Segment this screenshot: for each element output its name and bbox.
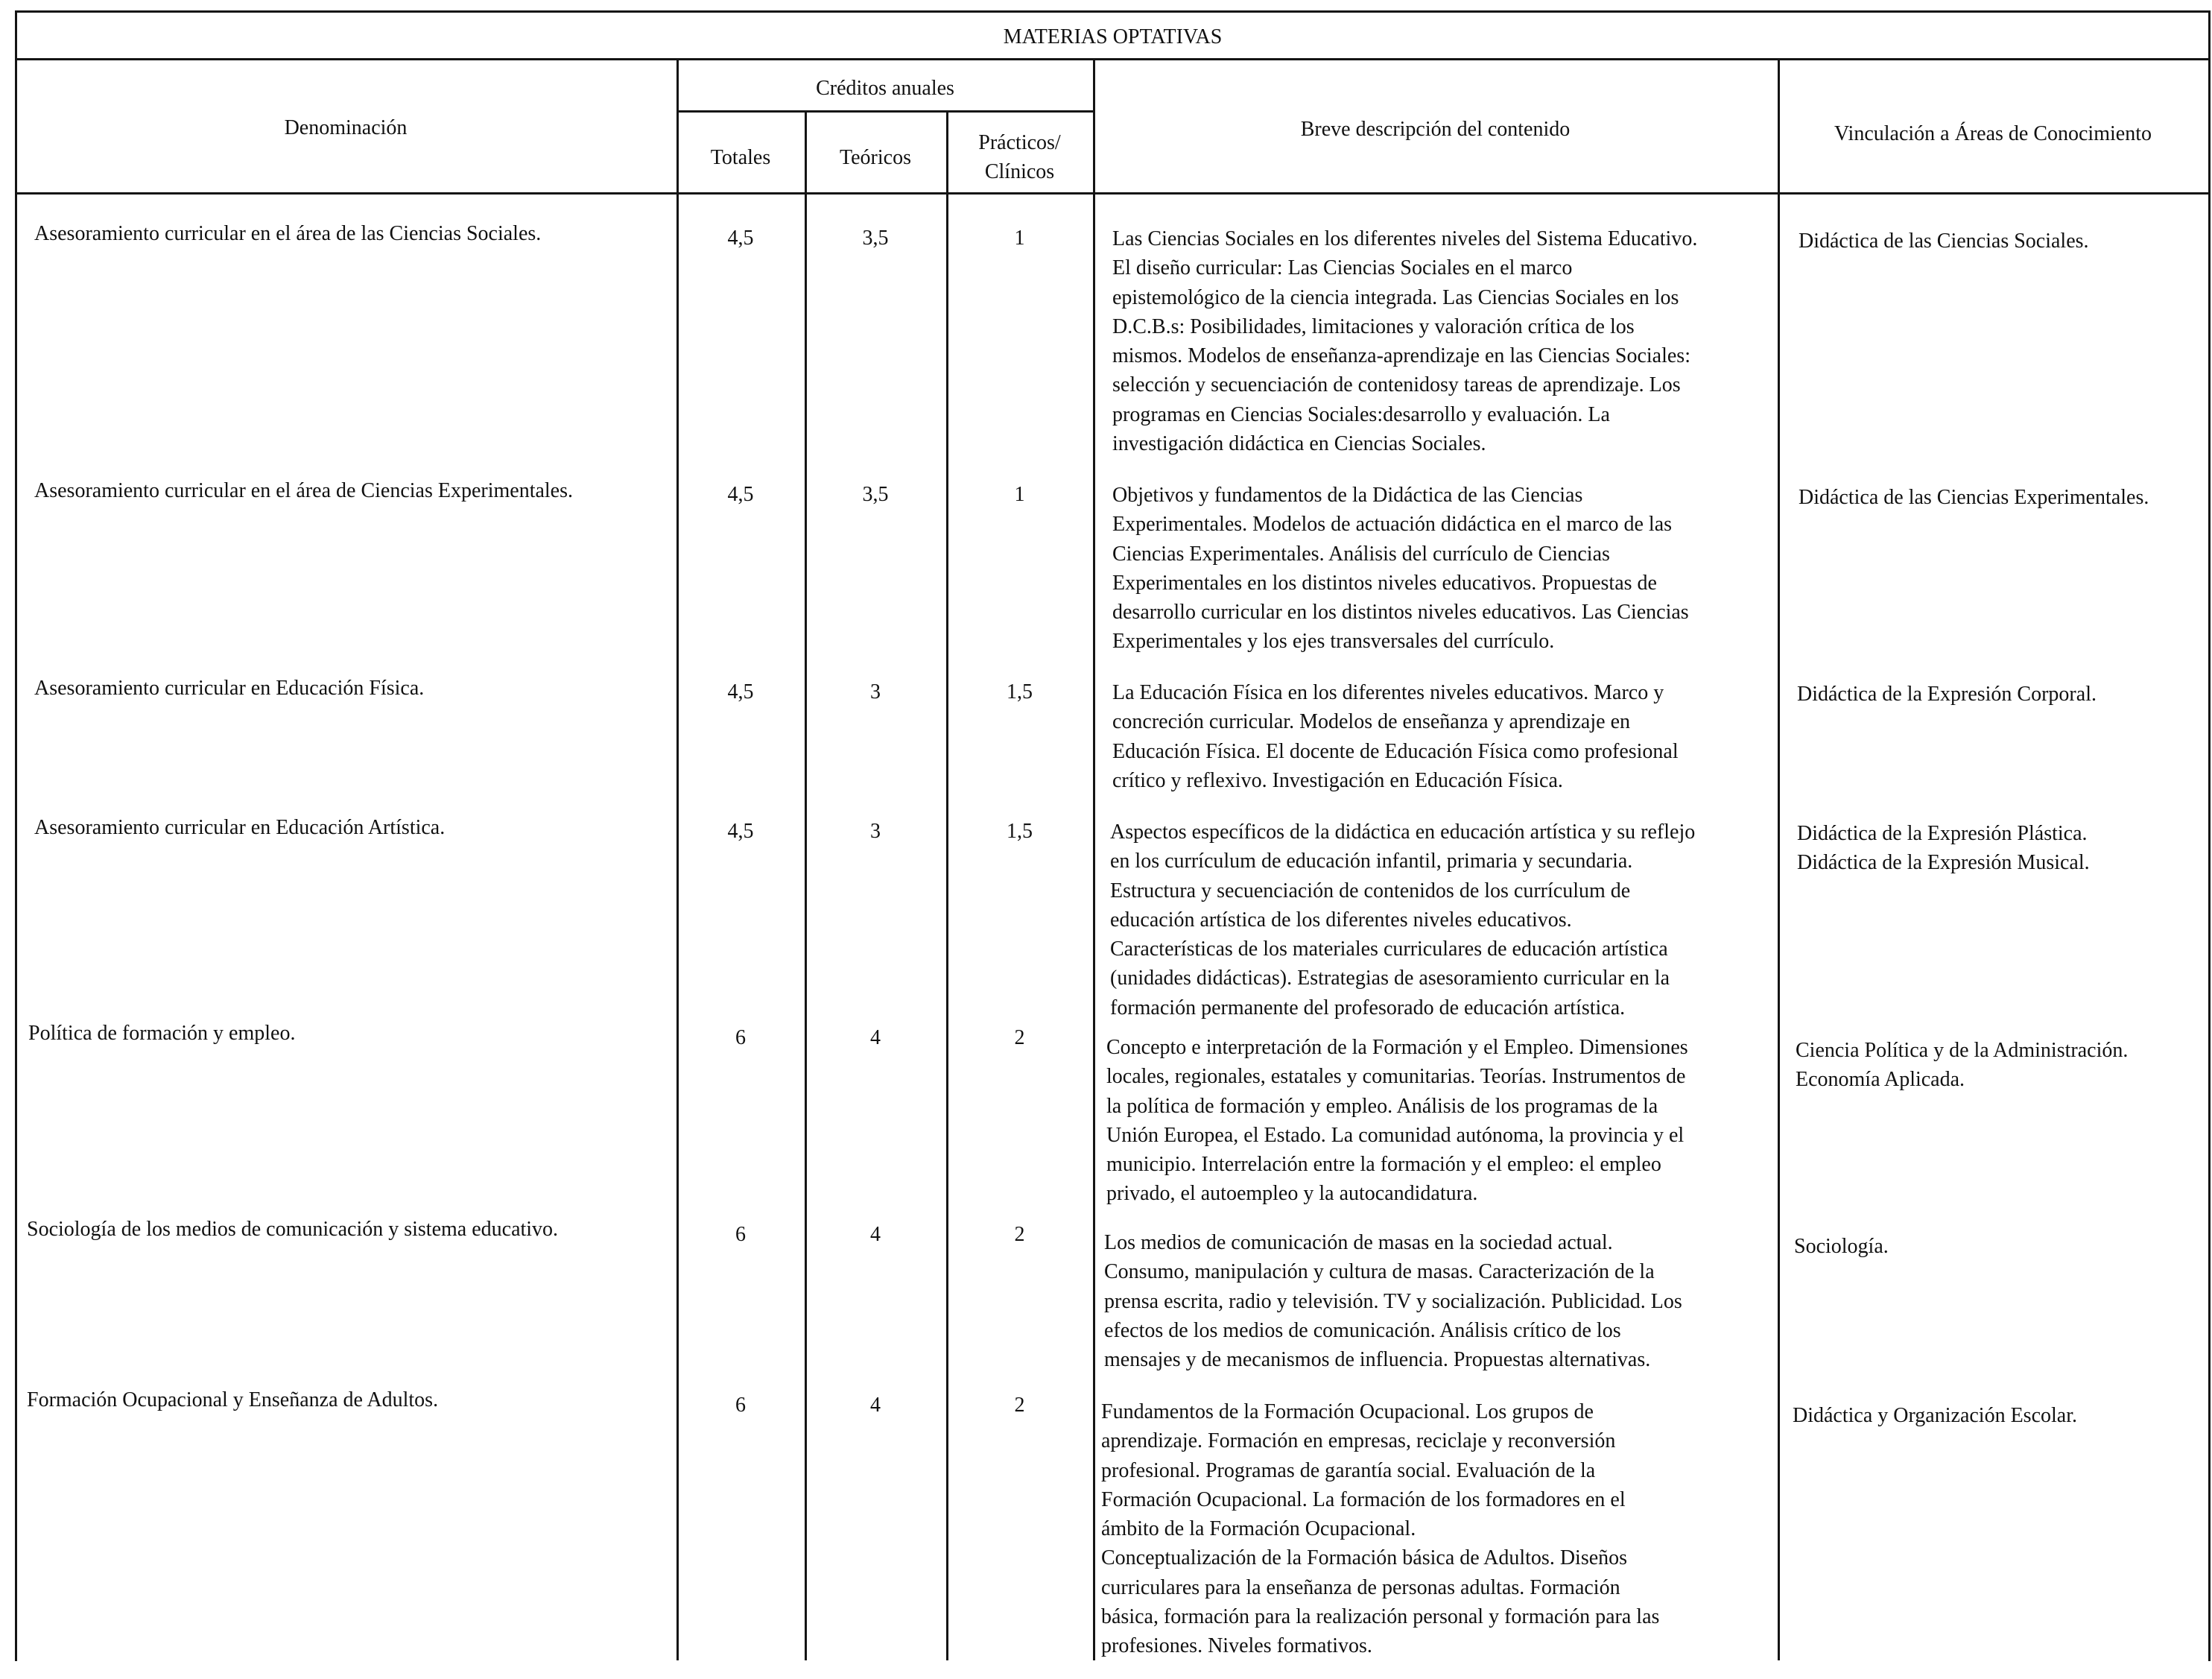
row-5-descripcion: Concepto e interpretación de la Formación y el Empleo. Dimensiones locales, regionales, estatales y comunitarias. Teorías. Instrumentos de la política de formación y empleo. Análisis de los programas de la Unión Europea, el Estado. La comunidad autónoma, la provincia y el municipio. Interrelación entre la formación y el empleo: el empleo privado, el autoempleo y la autocandidatura.	[1106, 1036, 1688, 1206]
row-7-totales: 6	[735, 1394, 746, 1417]
row-5-name: Política de formación y empleo.	[28, 1022, 296, 1045]
rule-col-descripcion	[1093, 58, 1095, 1660]
row-7-practicos: 2	[1014, 1394, 1025, 1417]
row-3-practicos: 1,5	[1007, 680, 1033, 703]
rule-col-vinculacion	[1778, 58, 1780, 1660]
row-4-descripcion: Aspectos específicos de la didáctica en educación artística y su reflejo en los currículum de educación infantil, primaria y secundaria. Estructura y secuenciación de contenidos de los currículum de educación artística de los diferentes niveles educativos. Características de los materiales curriculares de educación artística (unidades didácticas). Estrategias de asesoramiento curricular en la formación permanente del profesorado de educación artística.	[1110, 820, 1696, 1019]
row-6-totales: 6	[735, 1223, 746, 1246]
row-4-practicos: 1,5	[1007, 820, 1033, 843]
row-1-totales: 4,5	[727, 227, 754, 250]
rule-right	[2208, 10, 2211, 1661]
rule-col-totales	[676, 58, 679, 1660]
row-5-areas: Ciencia Política y de la Administración. Economía Aplicada.	[1796, 1039, 2129, 1092]
row-5-practicos: 2	[1014, 1026, 1025, 1049]
header-vinculacion: Vinculación a Áreas de Conocimiento	[1834, 122, 2152, 145]
row-4-areas: Didáctica de la Expresión Plástica. Didáctica de la Expresión Musical.	[1797, 822, 2090, 875]
rule-header-bottom	[15, 192, 2211, 195]
rule-top	[15, 10, 2211, 13]
row-6-practicos: 2	[1014, 1223, 1025, 1246]
row-1-areas: Didáctica de las Ciencias Sociales.	[1799, 230, 2089, 253]
rule-col-teoricos	[805, 110, 807, 1660]
row-4-teoricos: 3	[870, 820, 881, 843]
row-5-teoricos: 4	[870, 1026, 881, 1049]
row-6-name: Sociología de los medios de comunicación y sistema educativo.	[27, 1218, 559, 1241]
rule-title-bottom	[15, 58, 2211, 60]
row-1-teoricos: 3,5	[862, 227, 889, 250]
row-1-name: Asesoramiento curricular en el área de las Ciencias Sociales.	[34, 222, 542, 245]
row-6-teoricos: 4	[870, 1223, 881, 1246]
row-3-totales: 4,5	[727, 680, 754, 703]
row-1-descripcion: Las Ciencias Sociales en los diferentes niveles del Sistema Educativo. El diseño curricular: Las Ciencias Sociales en el marco epistemológico de la ciencia integrada. Las Ciencias Sociales en los D.C.B.s: Posibilidades, limitaciones y valoración crítica de los mismos. Modelos de enseñanza-aprendizaje en las Ciencias Sociales: selección y secuenciación de contenidosy tareas de aprendizaje. Los programas en Ciencias Sociales:desarrollo y evaluación. La investigación didáctica en Ciencias Sociales.	[1112, 227, 1698, 456]
row-2-descripcion: Objetivos y fundamentos de la Didáctica de las Ciencias Experimentales. Modelos de actuación didáctica en el marco de las Ciencias Experimentales. Análisis del currículo de Ciencias Experimentales en los distintos niveles educativos. Propuestas de desarrollo curricular en los distintos niveles educativos. Las Ciencias Experimentales y los ejes transversales del currículo.	[1112, 484, 1689, 654]
header-practicos-clinicos: Prácticos/ Clínicos	[978, 131, 1061, 184]
header-descripcion: Breve descripción del contenido	[1300, 118, 1571, 141]
row-2-teoricos: 3,5	[862, 483, 889, 506]
rule-creditos-bottom	[678, 110, 1095, 113]
row-3-name: Asesoramiento curricular en Educación Física.	[34, 677, 425, 700]
header-denominacion: Denominación	[284, 116, 408, 139]
row-2-name: Asesoramiento curricular en el área de Ciencias Experimentales.	[34, 479, 574, 502]
row-7-areas: Didáctica y Organización Escolar.	[1793, 1404, 2077, 1427]
row-7-teoricos: 4	[870, 1394, 881, 1417]
row-1-practicos: 1	[1014, 227, 1025, 250]
rule-left	[15, 10, 17, 1661]
row-3-areas: Didáctica de la Expresión Corporal.	[1797, 683, 2097, 706]
table-title: MATERIAS OPTATIVAS	[1003, 25, 1223, 48]
row-6-areas: Sociología.	[1794, 1235, 1889, 1258]
row-4-totales: 4,5	[727, 820, 754, 843]
row-6-descripcion: Los medios de comunicación de masas en la sociedad actual. Consumo, manipulación y cultura de masas. Caracterización de la prensa escrita, radio y televisión. TV y socialización. Publicidad. Los efectos de los medios de comunicación. Análisis crítico de los mensajes y de mecanismos de influencia. Propuestas alternativas.	[1104, 1231, 1682, 1372]
row-3-teoricos: 3	[870, 680, 881, 703]
header-totales: Totales	[710, 146, 771, 169]
row-3-descripcion: La Educación Física en los diferentes niveles educativos. Marco y concreción curricular. Modelos de enseñanza y aprendizaje en Educación Física. El docente de Educación Física como profesional crítico y reflexivo. Investigación en Educación Física.	[1112, 681, 1679, 792]
row-7-name: Formación Ocupacional y Enseñanza de Adultos.	[27, 1388, 439, 1411]
row-5-totales: 6	[735, 1026, 746, 1049]
header-teoricos: Teóricos	[839, 146, 911, 169]
row-7-descripcion: Fundamentos de la Formación Ocupacional. Los grupos de aprendizaje. Formación en empresas, reciclaje y reconversión profesional. Programas de garantía social. Evaluación de la Formación Ocupacional. La formación de los formadores en el ámbito de la Formación Ocupacional. Conceptualización de la Formación básica de Adultos. Diseños curriculares para la enseñanza de personas adultas. Formación básica, formación para la realización personal y formación para las profesiones. Niveles formativos.	[1101, 1400, 1660, 1658]
row-2-practicos: 1	[1014, 483, 1025, 506]
header-creditos-anuales: Créditos anuales	[816, 77, 954, 100]
row-2-totales: 4,5	[727, 483, 754, 506]
row-2-areas: Didáctica de las Ciencias Experimentales.	[1799, 486, 2149, 509]
rule-col-practicos	[946, 110, 948, 1660]
row-4-name: Asesoramiento curricular en Educación Artística.	[34, 816, 446, 839]
